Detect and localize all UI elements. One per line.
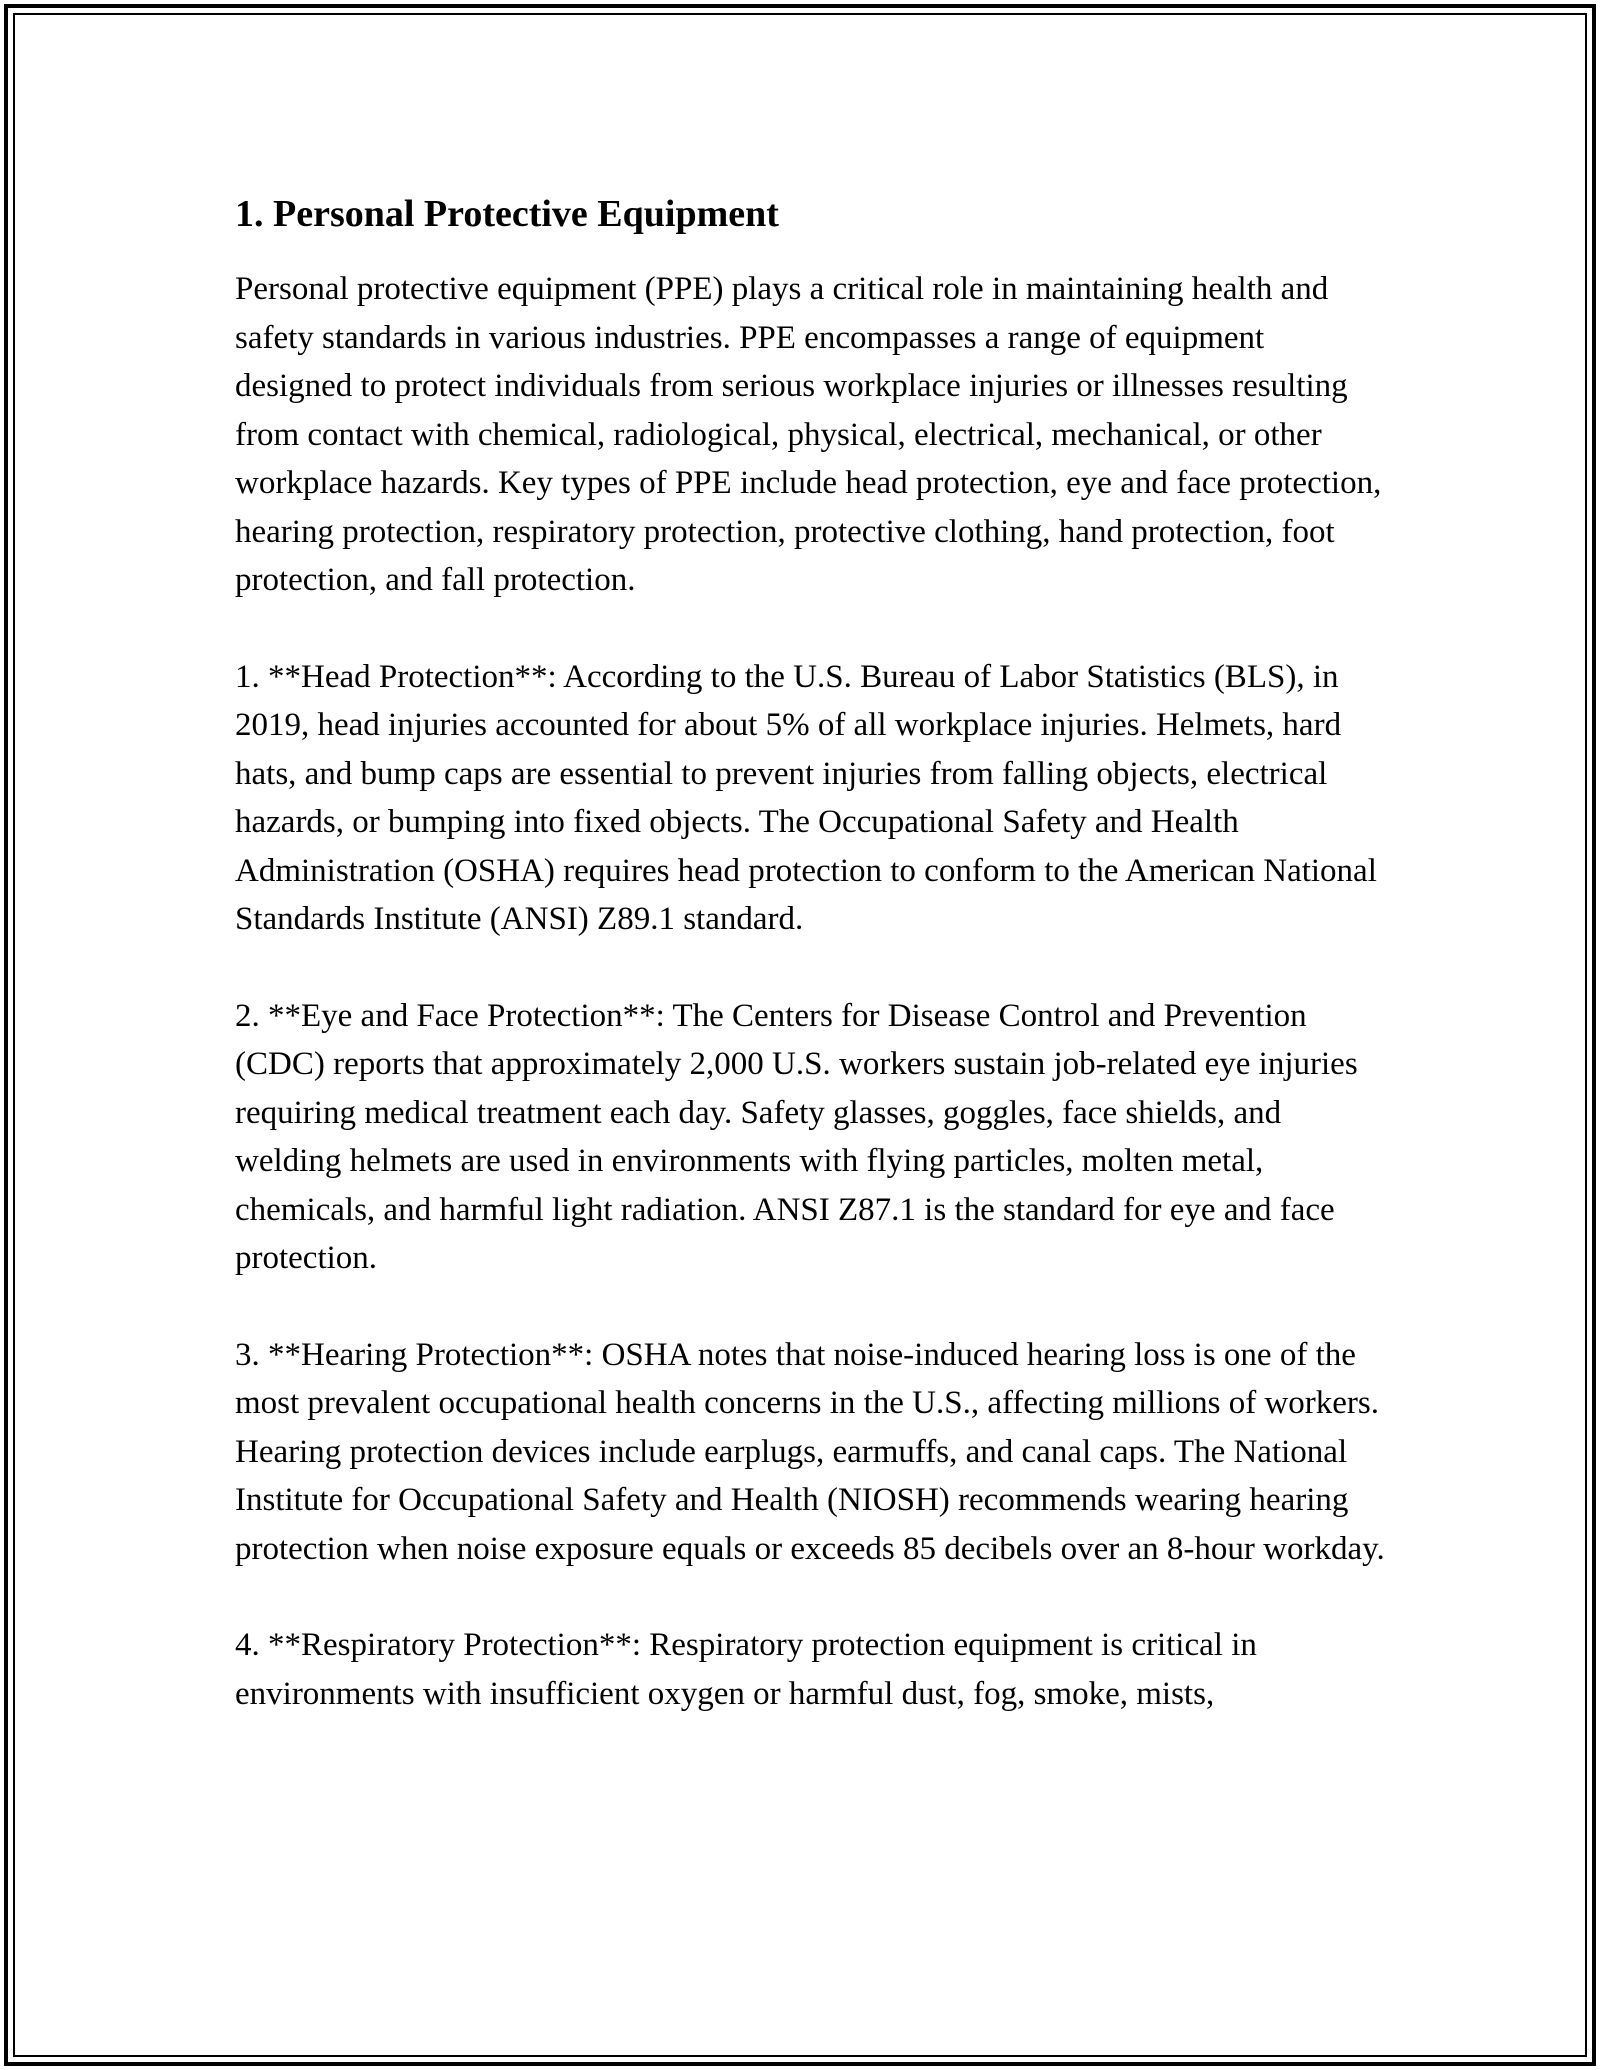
head-protection-paragraph: 1. **Head Protection**: According to the U.S. Bureau of Labor Statistics (BLS), in 2019, head injuries accounted for about 5% of all workplace injuries. Helmets, hard hats, and bump caps are essential to prevent injuries from falling objects, electrical hazards, or bumping into fixed objects. The Occupational Safety and Health Administration (OSHA) requires head protection to conform to the American National Standards Institute (ANSI) Z89.1 standard. bbox=[235, 658, 1377, 937]
intro-paragraph: Personal protective equipment (PPE) plays a critical role in maintaining health and safety standards in various industries. PPE encompasses a range of equipment designed to protect individuals from serious workplace injuries or illnesses resulting from contact with chemical, radiological, physical, electrical, mechanical, or other workplace hazards. Key types of PPE include head protection, eye and face protection, hearing protection, respiratory protection, protective clothing, hand protection, foot protection, and fall protection. bbox=[235, 271, 1382, 598]
respiratory-protection-paragraph: 4. **Respiratory Protection**: Respiratory protection equipment is critical in environments with insufficient oxygen or harmful dust, fog, smoke, mists, bbox=[235, 1627, 1257, 1712]
section-heading: 1. Personal Protective Equipment bbox=[235, 193, 779, 235]
eye-face-protection-paragraph: 2. **Eye and Face Protection**: The Centers for Disease Control and Prevention (CDC) reports that approximately 2,000 U.S. workers sustain job-related eye injuries requiring medical treatment each day. Safety glasses, goggles, face shields, and welding helmets are used in environments with flying particles, molten metal, chemicals, and harmful light radiation. ANSI Z87.1 is the standard for eye and face protection. bbox=[235, 997, 1358, 1276]
hearing-protection-paragraph: 3. **Hearing Protection**: OSHA notes that noise-induced hearing loss is one of the most prevalent occupational health concerns in the U.S., affecting millions of workers. Hearing protection devices include earplugs, earmuffs, and canal caps. The National Institute for Occupational Safety and Health (NIOSH) recommends wearing hearing protection when noise exposure equals or exceeds 85 decibels over an 8-hour workday. bbox=[235, 1336, 1385, 1567]
document-body bbox=[235, 185, 1385, 1766]
